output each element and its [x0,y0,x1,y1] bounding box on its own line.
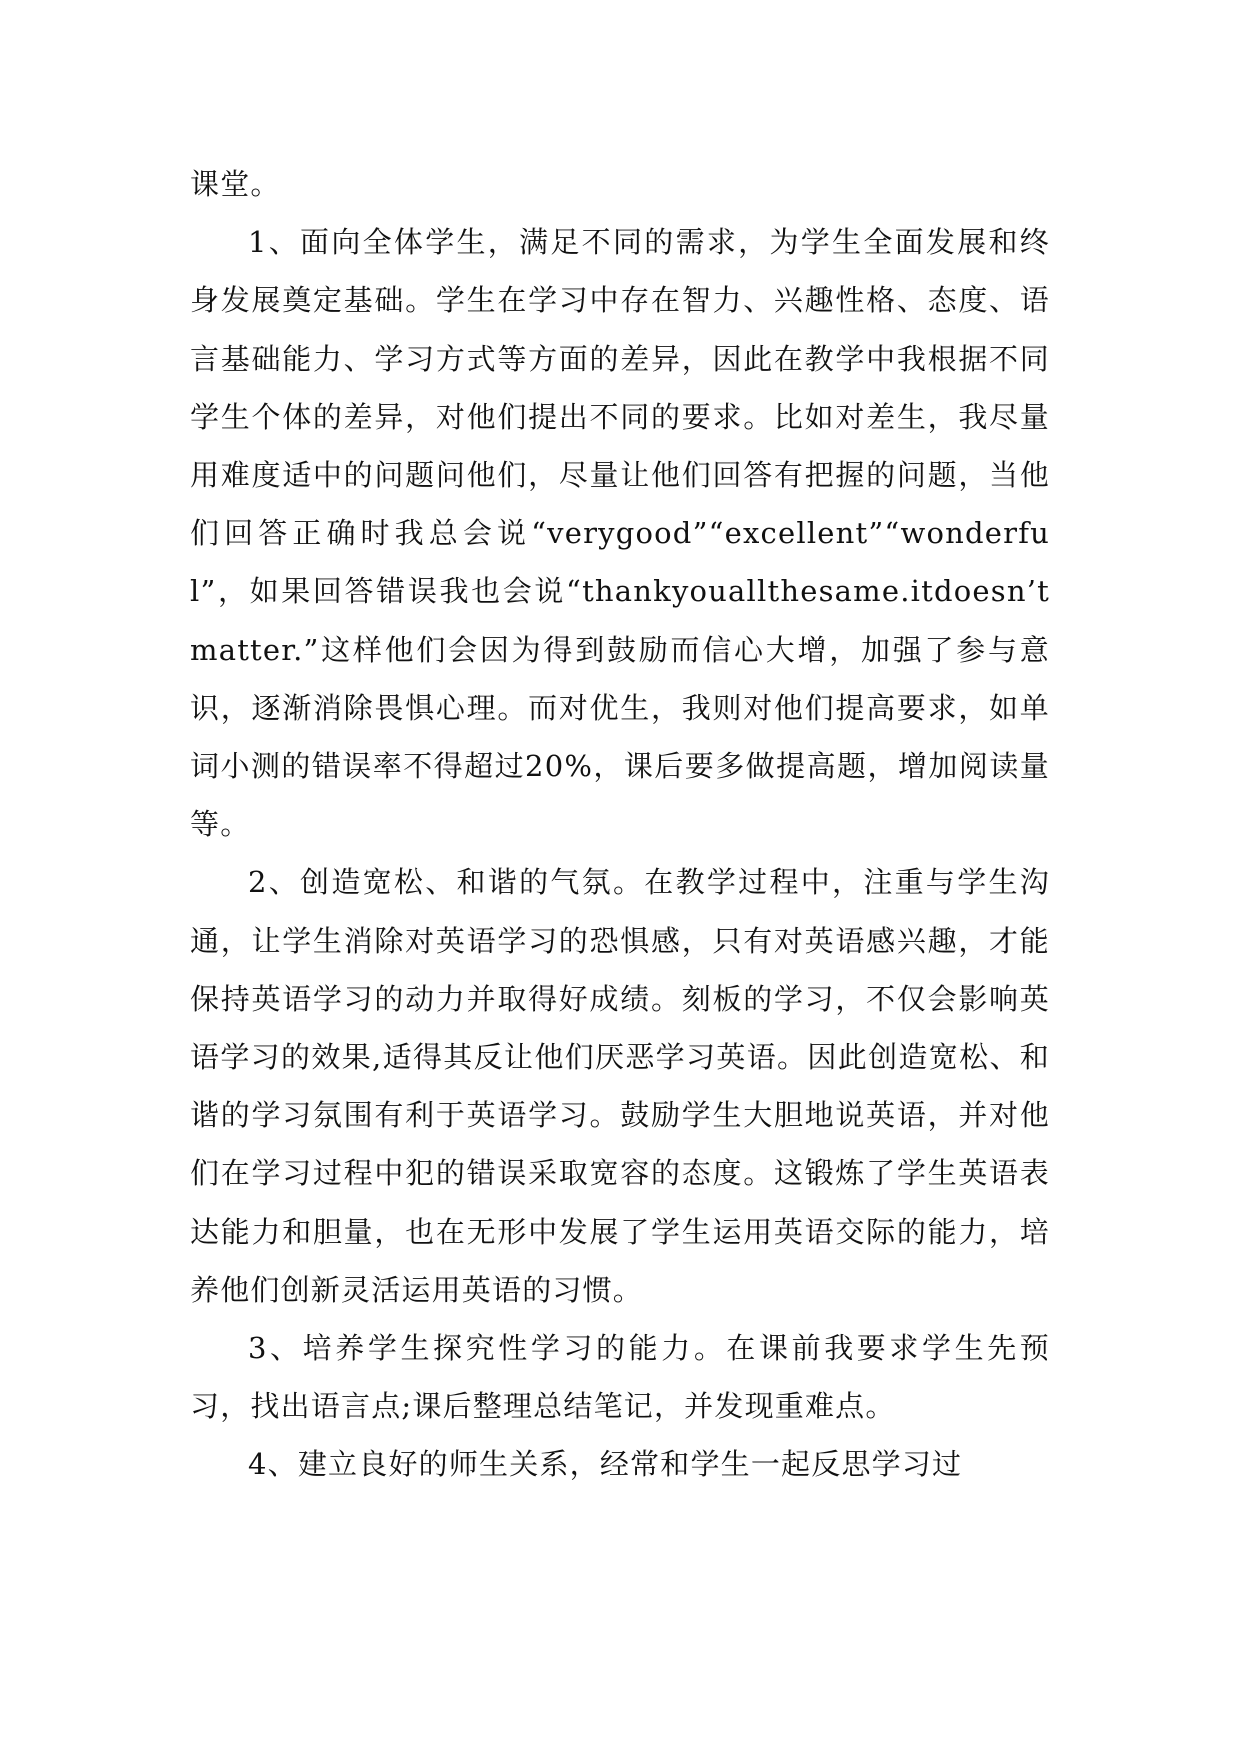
document-body [190,155,1050,1494]
paragraph-point-4: 4、建立良好的师生关系，经常和学生一起反思学习过 [248,1447,963,1482]
paragraph-point-3: 3、培养学生探究性学习的能力。在课前我要求学生先预习，找出语言点;课后整理总结笔记，并发现重难点。 [190,1331,1050,1424]
paragraph-point-1: 1、面向全体学生，满足不同的需求，为学生全面发展和终身发展奠定基础。学生在学习中存在智力、兴趣性格、态度、语言基础能力、学习方式等方面的差异，因此在教学中我根据不同学生个体的差异，对他们提出不同的要求。比如对差生，我尽量用难度适中的问题问他们，尽量让他们回答有把握的问题，当他们回答正确时我总会说“verygood”“excellent”“wonderful”，如果回答错误我也会说“thankyouallthesame.itdoesn’tmatter.”这样他们会因为得到鼓励而信心大增，加强了参与意识，逐渐消除畏惧心理。而对优生，我则对他们提高要求，如单词小测的错误率不得超过20%，课后要多做提高题，增加阅读量等。 [190,225,1050,842]
paragraph-point-2: 2、创造宽松、和谐的气氛。在教学过程中，注重与学生沟通，让学生消除对英语学习的恐惧感，只有对英语感兴趣，才能保持英语学习的动力并取得好成绩。刻板的学习，不仅会影响英语学习的效果,适得其反让他们厌恶学习英语。因此创造宽松、和谐的学习氛围有利于英语学习。鼓励学生大胆地说英语，并对他们在学习过程中犯的错误采取宽容的态度。这锻炼了学生英语表达能力和胆量，也在无形中发展了学生运用英语交际的能力，培养他们创新灵活运用英语的习惯。 [190,865,1050,1307]
paragraph-continuation: 课堂。 [190,167,281,201]
